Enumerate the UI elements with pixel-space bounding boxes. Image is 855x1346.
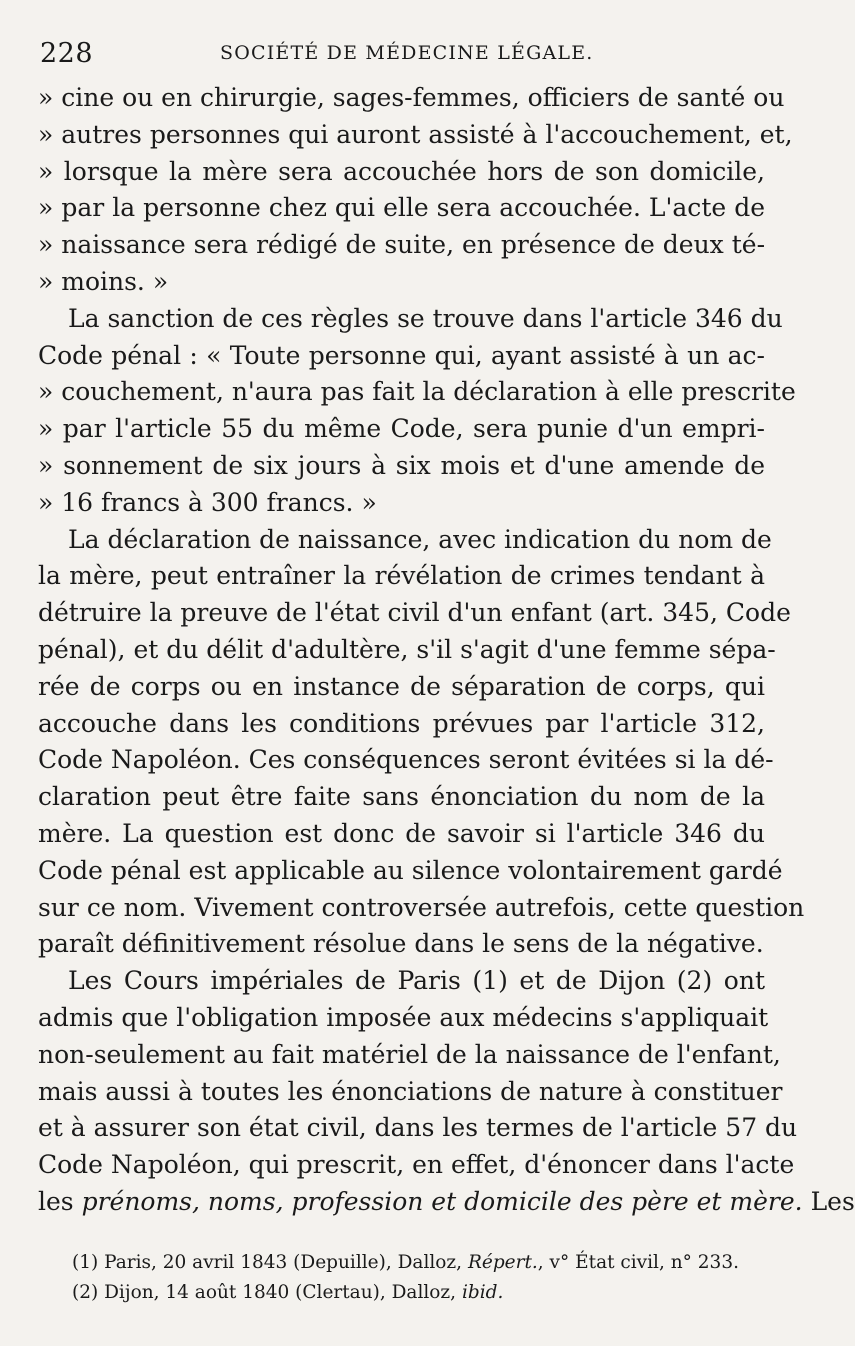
- text-line: non-seulement au fait matériel de la naissance de l'enfant,: [38, 1039, 781, 1069]
- footnotes: [72, 1248, 772, 1308]
- text-line: accouche dans les conditions prévues par l'article 312,: [38, 708, 765, 738]
- text-line: Code pénal est applicable au silence volontairement gardé: [38, 855, 783, 885]
- text-line: Les Cours impériales de Paris (1) et de Dijon (2) ont: [68, 966, 765, 996]
- footnote-text: (2) Dijon, 14 août 1840 (Clertau), Dalloz,: [72, 1282, 462, 1303]
- text-line: mère. La question est donc de savoir si l'article 346 du: [38, 818, 765, 848]
- text-line: » 16 francs à 300 francs. »: [38, 487, 377, 517]
- footnote-text: (1) Paris, 20 avril 1843 (Depuille), Dalloz,: [72, 1252, 468, 1273]
- text-line: sur ce nom. Vivement controversée autrefois, cette question: [38, 892, 805, 922]
- text-line: » cine ou en chirurgie, sages-femmes, officiers de santé ou: [38, 83, 785, 112]
- text-line: Code Napoléon. Ces conséquences seront évitées si la dé-: [38, 745, 774, 775]
- text-segment: Les: [802, 1186, 855, 1216]
- text-line: » couchement, n'aura pas fait la déclaration à elle prescrite: [38, 377, 796, 407]
- italic-phrase: prénoms, noms, profession et domicile des père et mère.: [81, 1186, 803, 1216]
- text-line: » moins. »: [38, 266, 169, 296]
- footnote-text: , v° État civil, n° 233.: [537, 1252, 739, 1273]
- text-line: détruire la preuve de l'état civil d'un enfant (art. 345, Code: [38, 598, 791, 628]
- text-line: rée de corps ou en instance de séparation de corps, qui: [38, 671, 765, 701]
- text-line: la mère, peut entraîner la révélation de crimes tendant à: [38, 561, 765, 591]
- text-line: La déclaration de naissance, avec indication du nom de: [68, 524, 772, 554]
- footnote-1: [72, 1248, 772, 1278]
- page-number: 228: [40, 38, 94, 69]
- text-line: » par l'article 55 du même Code, sera punie d'un empri-: [38, 414, 765, 444]
- text-line: » par la personne chez qui elle sera accouchée. L'acte de: [38, 193, 765, 223]
- footnote-italic: ibid.: [461, 1282, 504, 1303]
- page-header: [40, 38, 760, 74]
- running-title: SOCIÉTÉ DE MÉDECINE LÉGALE.: [220, 42, 594, 64]
- text-line: » lorsque la mère sera accouchée hors de son domicile,: [38, 156, 765, 186]
- text-line: » autres personnes qui auront assisté à l'accouchement, et,: [38, 119, 793, 149]
- text-line: » naissance sera rédigé de suite, en présence de deux té-: [38, 230, 766, 260]
- footnote-italic: Répert.: [467, 1252, 538, 1273]
- body-text: [38, 80, 855, 1221]
- text-line: et à assurer son état civil, dans les termes de l'article 57 du: [38, 1113, 798, 1143]
- text-segment: les: [38, 1186, 82, 1216]
- text-line: pénal), et du délit d'adultère, s'il s'agit d'une femme sépa-: [38, 634, 776, 664]
- footnote-2: [72, 1278, 772, 1308]
- text-line: Code pénal : « Toute personne qui, ayant assisté à un ac-: [38, 340, 765, 370]
- text-line: Code Napoléon, qui prescrit, en effet, d'énoncer dans l'acte: [38, 1150, 795, 1180]
- text-line: La sanction de ces règles se trouve dans l'article 346 du: [68, 303, 783, 333]
- text-line: paraît définitivement résolue dans le sens de la négative.: [38, 929, 764, 959]
- text-line: mais aussi à toutes les énonciations de nature à constituer: [38, 1076, 783, 1106]
- text-line: » sonnement de six jours à six mois et d'une amende de: [38, 450, 765, 480]
- text-line: admis que l'obligation imposée aux médecins s'appliquait: [38, 1002, 769, 1032]
- text-line: claration peut être faite sans énonciation du nom de la: [38, 782, 765, 812]
- text-line-mixed: [38, 1184, 855, 1221]
